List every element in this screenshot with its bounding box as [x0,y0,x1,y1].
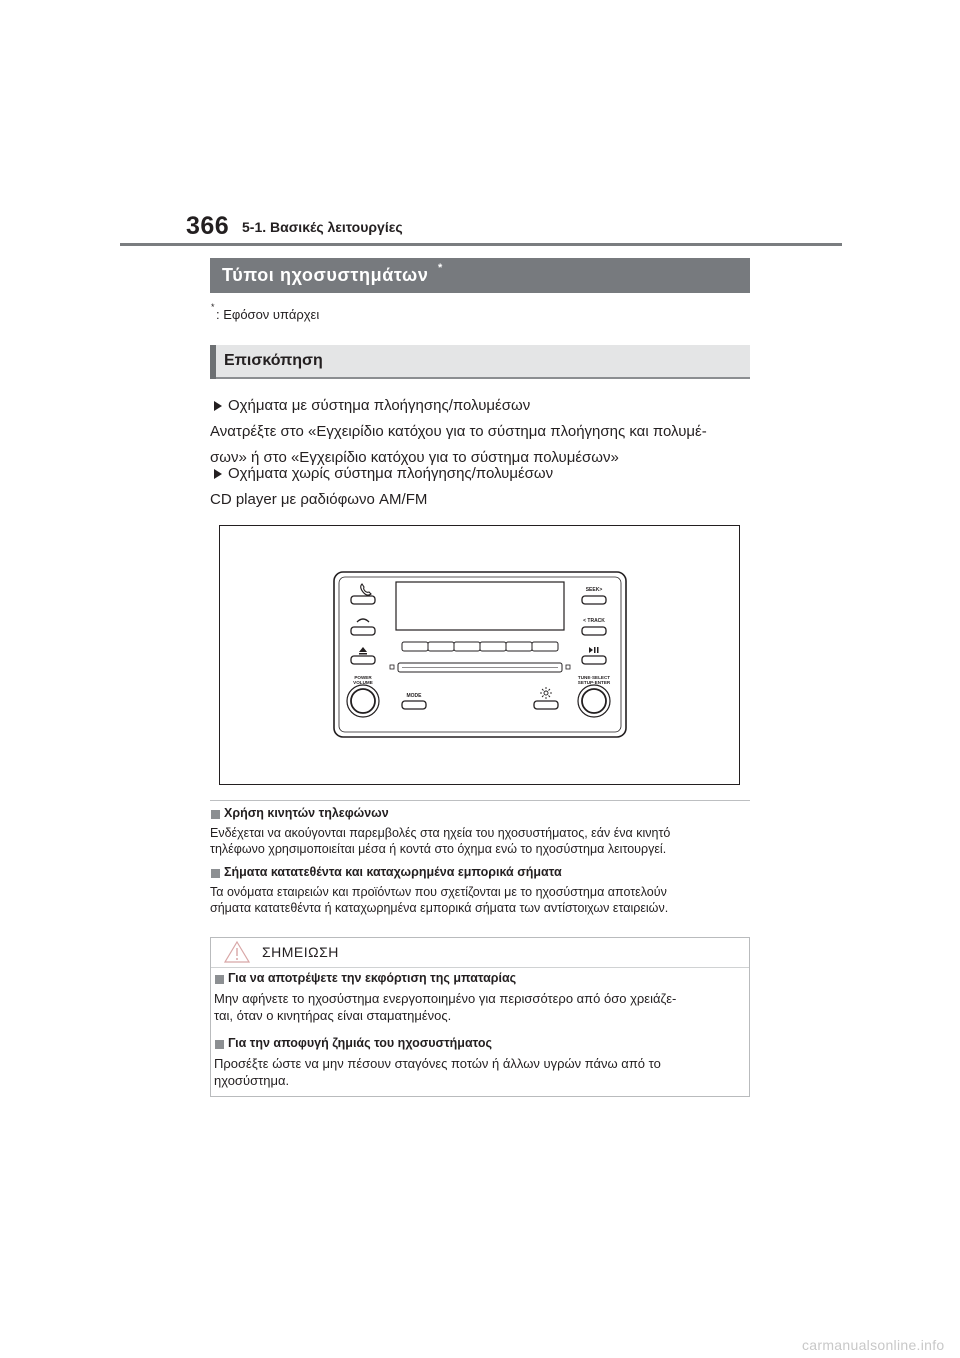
volume-label: VOLUME [353,680,373,685]
display-screen [396,582,564,630]
radio-unit-drawing [220,526,739,784]
notice-item-heading: Για να αποτρέψετε την εκφόρτιση της μπαταρίας [228,971,517,985]
square-bullet-icon [215,975,224,984]
notice-header-divider [211,967,749,968]
notice-item-heading: Για την αποφυγή ζημιάς του ηχοσυστήματος [228,1036,492,1050]
bullet-triangle-icon [214,401,222,411]
notice-item-line: ηχοσύστημα. [214,1073,290,1088]
power-label: POWER [354,675,372,680]
info-heading: Χρήση κινητών τηλεφώνων [224,806,389,820]
preset-buttons [402,642,558,651]
mode-button[interactable] [402,701,426,709]
preset-button-6[interactable] [532,642,558,651]
notice-item-line: ται, όταν ο κινητήρας είναι σταματημένος. [214,1008,452,1023]
eject-button[interactable] [351,656,375,664]
info-line: Ενδέχεται να ακούγονται παρεμβολές στα ηχεία του ηχοσυστήματος, εάν ένα κινητό [210,826,671,840]
bullet-heading: Οχήματα χωρίς σύστημα πλοήγησης/πολυμέσων [228,465,554,482]
hang-up-button[interactable] [351,627,375,635]
setup-enter-label: SETUP·ENTER [577,680,611,685]
warning-triangle-icon [224,941,250,963]
mode-label: MODE [406,693,422,699]
seek-button[interactable] [582,596,606,604]
preset-button-2[interactable] [428,642,454,651]
header-rule [120,243,842,246]
preset-button-4[interactable] [480,642,506,651]
track-button[interactable] [582,627,606,635]
subsection-accent [210,345,216,379]
tune-select-knob[interactable] [582,689,606,713]
notice-title: ΣΗΜΕΙΩΣΗ [262,944,339,960]
body-line: CD player με ραδιόφωνο AM/FM [210,491,428,508]
page-number: 366 [186,212,230,240]
phone-button[interactable] [351,596,375,604]
square-bullet-icon [211,810,220,819]
square-bullet-icon [211,869,220,878]
square-bullet-icon [215,1040,224,1049]
power-volume-knob[interactable] [351,689,375,713]
footnote-asterisk: * [211,302,215,312]
bullet-triangle-icon [214,469,222,479]
seek-label: SEEK> [585,587,603,593]
info-line: τηλέφωνο χρησιμοποιείται μέσα ή κοντά στο όχημα ενώ το ηχοσύστημα λειτουργεί. [210,842,667,856]
notice-item-line: Μην αφήνετε το ηχοσύστημα ενεργοποιημένο για περισσότερο από όσο χρειάζε- [214,991,677,1006]
brightness-button[interactable] [534,701,558,709]
subsection-title: Επισκόπηση [224,352,323,369]
track-label: < TRACK [583,618,605,624]
preset-button-1[interactable] [402,642,428,651]
body-line: σων» ή στο «Εγχειρίδιο κατόχου για το σύστημα πολυμέσων» [210,449,619,466]
notice-item-line: Προσέξτε ώστε να μην πέσουν σταγόνες ποτών ή άλλων υγρών πάνω από το [214,1056,661,1071]
preset-button-3[interactable] [454,642,480,651]
info-line: Τα ονόματα εταιρειών και προϊόντων που σχετίζονται με το ηχοσύστημα αποτελούν [210,885,667,899]
info-heading: Σήματα κατατεθέντα και καταχωρημένα εμπορικά σήματα [224,865,562,879]
title-asterisk: * [438,262,443,274]
footnote-text: : Εφόσον υπάρχει [216,307,320,322]
section-divider [210,800,750,801]
section-label: 5-1. Βασικές λειτουργίες [242,219,403,235]
preset-button-5[interactable] [506,642,532,651]
play-pause-button[interactable] [582,656,606,664]
bullet-heading: Οχήματα με σύστημα πλοήγησης/πολυμέσων [228,397,531,414]
tune-select-label: TUNE·SELECT [577,675,611,680]
body-line: Ανατρέξτε στο «Εγχειρίδιο κατόχου για το σύστημα πλοήγησης και πολυμέ- [210,423,707,440]
radio-illustration-frame [219,525,740,785]
page-title: Τύποι ηχοσυστημάτων [222,265,429,285]
footer-watermark: carmanualsonline.info [802,1337,945,1353]
info-line: σήματα κατατεθέντα ή καταχωρημένα εμπορικά σήματα των αντίστοιχων εταιρειών. [210,901,669,915]
